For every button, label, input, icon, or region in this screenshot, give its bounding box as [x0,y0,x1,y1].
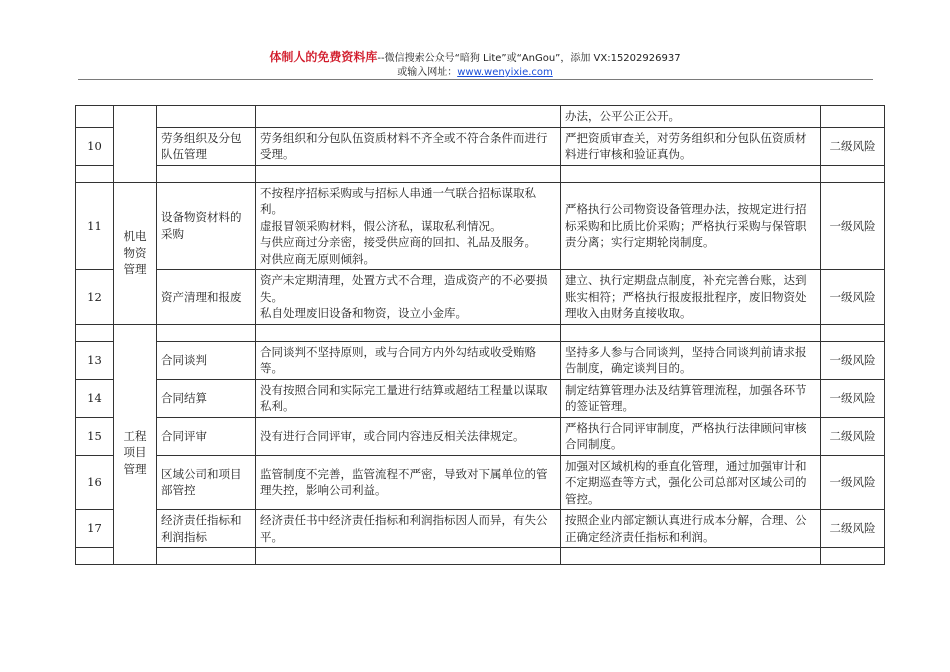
risk-cell: 监管制度不完善，监管流程不严密，导致对下属单位的管理失控，影响公司利益。 [256,455,561,510]
level-cell: 二级风险 [821,127,885,165]
spacer-row [76,548,885,565]
risk-line: 不按程序招标采购或与招标人串通一气联合招标谋取私利。 [260,185,536,216]
no-cell: 12 [76,270,114,325]
risk-line: 虚报冒领采购材料，假公济私，谋取私利情况。 [260,218,502,233]
risk-cell: 没有进行合同评审，或合同内容违反相关法律规定。 [256,417,561,455]
category-cell [114,106,157,128]
risk-cell: 劳务组织和分包队伍资质材料不齐全或不符合条件而进行受理。 [256,127,561,165]
table-row [76,341,885,379]
brand-title[interactable]: 体制人的免费资料库 [269,50,378,64]
table-row [76,455,885,510]
measure-cell: 加强对区域机构的垂直化管理，通过加强审计和不定期巡查等方式，强化公司总部对区域公司的管控。 [561,455,821,510]
measure-cell: 严把资质审查关，对劳务组织和分包队伍资质材料进行审核和验证真伪。 [561,127,821,165]
table-row [76,106,885,128]
no-cell: 17 [76,510,114,548]
level-cell: 一级风险 [821,270,885,325]
table-row [76,510,885,548]
no-cell [76,106,114,128]
risk-line: 资产未定期清理，处置方式不合理，造成资产的不必要损失。 [260,273,548,304]
promo-text: --微信搜索公众号“暗狗 Lite”或“AnGou”，添加 VX:15202926937 [377,53,681,64]
risk-line: 对供应商无原则倾斜。 [260,251,375,266]
item-cell: 合同结算 [157,379,256,417]
risk-cell [256,182,561,270]
spacer-row [76,165,885,182]
level-cell: 一级风险 [821,379,885,417]
level-cell: 一级风险 [821,182,885,270]
table-row [76,182,885,270]
item-cell: 资产清理和报废 [157,270,256,325]
no-cell: 16 [76,455,114,510]
level-cell: 二级风险 [821,510,885,548]
table-row [76,379,885,417]
risk-line: 与供应商过分亲密，接受供应商的回扣、礼品及服务。 [260,235,536,249]
category-cell [114,127,157,165]
item-cell: 区域公司和项目部管控 [157,455,256,510]
page-header [0,50,950,79]
measure-cell: 办法，公平公正公开。 [561,106,821,128]
no-cell: 15 [76,417,114,455]
item-cell: 合同谈判 [157,341,256,379]
measure-cell: 严格执行合同评审制度，严格执行法律顾问审核合同制度。 [561,417,821,455]
measure-cell: 建立、执行定期盘点制度，补充完善台账，达到账实相符；严格执行报废报批程序，废旧物资处理收入由财务直接收取。 [561,270,821,325]
item-cell: 经济责任指标和利润指标 [157,510,256,548]
category-cell: 工程项目管理 [114,341,157,565]
no-cell: 10 [76,127,114,165]
measure-cell: 严格执行公司物资设备管理办法，按规定进行招标采购和比质比价采购；严格执行采购与保管职责分离；实行定期轮岗制度。 [561,182,821,270]
item-cell: 劳务组织及分包队伍管理 [157,127,256,165]
level-cell: 一级风险 [821,455,885,510]
risk-cell: 合同谈判不坚持原则，或与合同方内外勾结或收受贿赂等。 [256,341,561,379]
measure-cell: 坚持多人参与合同谈判，坚持合同谈判前请求报告制度，确定谈判目的。 [561,341,821,379]
risk-cell [256,106,561,128]
measure-cell: 按照企业内部定额认真进行成本分解，合理、公正确定经济责任指标和利润。 [561,510,821,548]
risk-cell: 经济责任书中经济责任指标和利润指标因人而异，有失公平。 [256,510,561,548]
risk-cell [256,270,561,325]
table-row [76,127,885,165]
risk-line: 私自处理废旧设备和物资，设立小金库。 [260,306,467,320]
risk-cell: 没有按照合同和实际完工量进行结算或超结工程量以谋取私利。 [256,379,561,417]
measure-cell: 制定结算管理办法及结算管理流程，加强各环节的签证管理。 [561,379,821,417]
no-cell: 11 [76,182,114,270]
level-cell [821,106,885,128]
item-cell [157,106,256,128]
header-divider [78,79,873,80]
url-label: 或输入网址： [397,67,458,78]
level-cell: 二级风险 [821,417,885,455]
item-cell: 设备物资材料的采购 [157,182,256,270]
header-promo-line [0,50,950,66]
site-link[interactable]: www.wenyixie.com [457,67,553,78]
no-cell: 13 [76,341,114,379]
table-row [76,417,885,455]
table-row [76,270,885,325]
risk-table [75,105,885,565]
item-cell: 合同评审 [157,417,256,455]
level-cell: 一级风险 [821,341,885,379]
spacer-row [76,324,885,341]
category-cell: 机电物资管理 [114,182,157,324]
no-cell: 14 [76,379,114,417]
header-url-line [0,66,950,79]
